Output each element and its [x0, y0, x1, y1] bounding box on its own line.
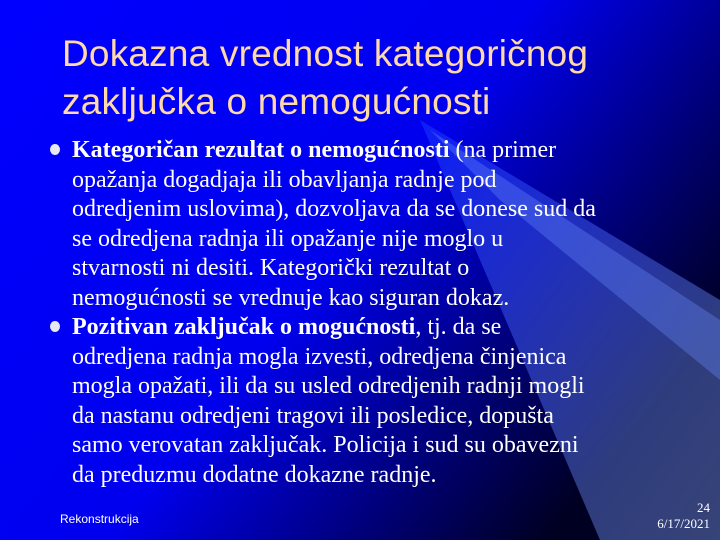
bullet-1-text: (na primer — [449, 137, 557, 163]
slide-date: 6/17/2021 — [657, 516, 710, 531]
bullet-item-2 — [50, 313, 690, 490]
bullet-dot-icon — [50, 144, 60, 155]
bullet-1-bold: Kategoričan rezultat o nemogućnosti — [72, 137, 450, 163]
slide-title — [62, 30, 702, 126]
bullet-2-bold: Pozitivan zaključak o mogućnosti — [72, 314, 416, 340]
bullet-1-line: se odredjena radnja ili opažanje nije moglo u — [72, 225, 504, 252]
bullet-1-line: stvarnosti ni desiti. Kategorički rezultat o — [72, 255, 470, 281]
bullet-2-text: , tj. da se — [415, 314, 502, 340]
bullet-2-line: da preduzmu dodatne dokazne radnje. — [72, 461, 437, 488]
slide-number: 24 — [697, 500, 710, 515]
title-line-1: Dokazna vrednost kategoričnog — [62, 33, 589, 74]
title-line-2: zaključka o nemogućnosti — [62, 81, 491, 122]
bullet-item-1 — [50, 136, 690, 313]
bullet-1-first-line — [72, 136, 690, 166]
bullet-1-line: opažanja dogadjaja ili obavljanja radnje pod — [72, 166, 497, 193]
bullet-1-line: odredjenim uslovima), dozvoljava da se donese sud da — [72, 196, 596, 222]
bullet-2-line: mogla opažati, ili da su usled odredjenih radnji mogli — [72, 373, 585, 399]
bullet-list — [50, 136, 690, 490]
bullet-2-first-line — [72, 313, 690, 343]
footer-label: Rekonstrukcija — [60, 512, 139, 526]
bullet-2-line: samo verovatan zaključak. Policija i sud su obavezni — [72, 432, 579, 458]
bullet-2-line: da nastanu odredjeni tragovi ili posledice, dopušta — [72, 402, 554, 429]
bullet-1-line: nemogućnosti se vrednuje kao siguran dokaz. — [72, 284, 510, 311]
bullet-dot-icon — [50, 321, 60, 332]
bullet-2-line: odredjena radnja mogla izvesti, odredjena činjenica — [72, 343, 567, 370]
